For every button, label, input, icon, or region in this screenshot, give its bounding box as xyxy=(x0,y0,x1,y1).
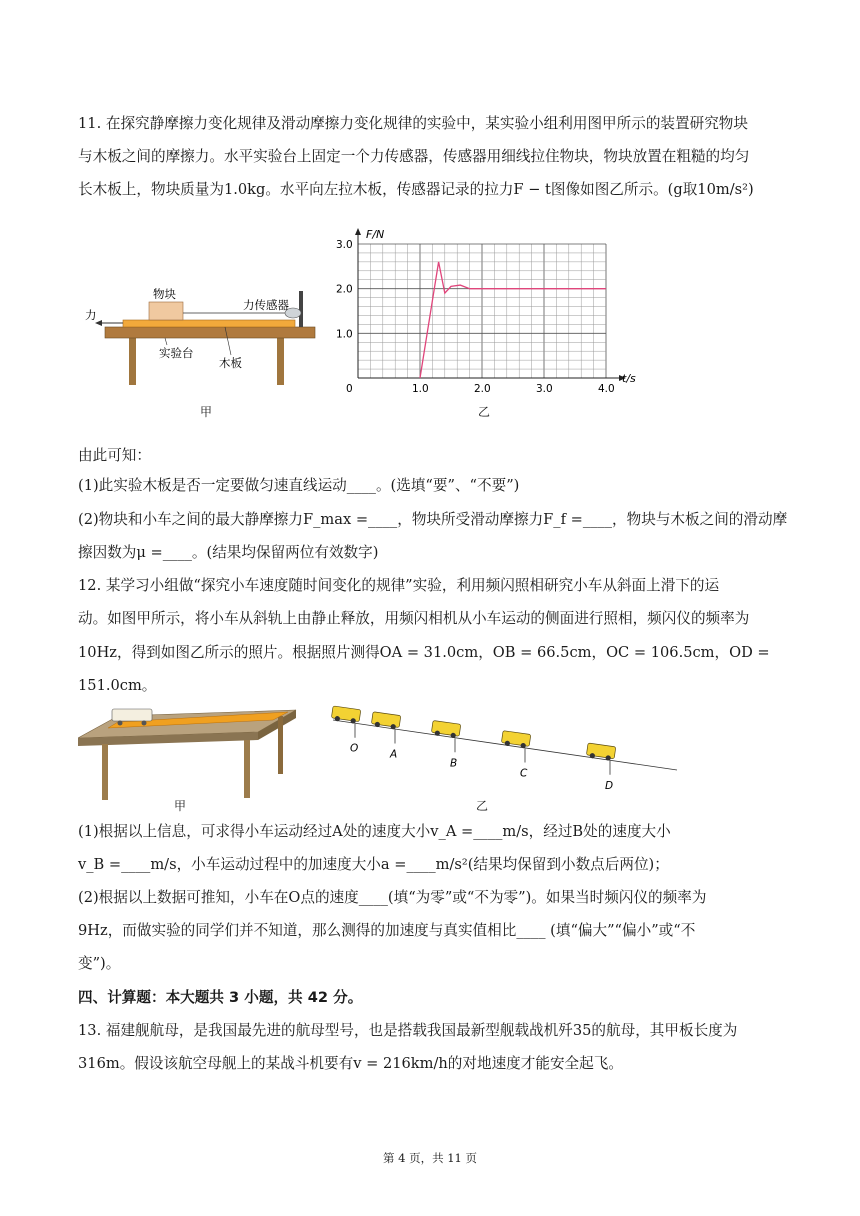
q11-conclude: 由此可知： xyxy=(78,447,151,464)
table-top xyxy=(105,327,315,338)
q11-sub1: (1)此实验木板是否一定要做匀速直线运动____。(选填“要”、“不要”) xyxy=(78,477,520,494)
label-force: 力 xyxy=(85,308,97,322)
figure-apparatus xyxy=(85,275,325,390)
q12-sub2-line3: 变”)。 xyxy=(78,955,121,972)
q11-line-2: 与木板之间的摩擦力。水平实验台上固定一个力传感器，传感器用细线拉住物块，物块放置在粗糙的均匀 xyxy=(78,148,750,165)
q13-line-1: 13. 福建舰航母，是我国最先进的航母型号，也是搭载我国最新型舰载战机歼35的航母，其甲板长度为 xyxy=(78,1022,738,1039)
x-tick-label: 4.0 xyxy=(598,383,615,395)
wood-board xyxy=(123,320,295,327)
label-table: 实验台 xyxy=(159,346,194,360)
q12-sub2-line1: (2)根据以上数据可推知，小车在O点的速度____(填“为零”或“不为零”)。如果当时频闪仪的频率为 xyxy=(78,889,707,906)
cart xyxy=(112,709,152,721)
y-axis-label: F/N xyxy=(366,228,385,241)
table-leg-left xyxy=(129,337,136,385)
point-label: B xyxy=(450,757,458,770)
q12-sub1-line1: (1)根据以上信息，可求得小车运动经过A处的速度大小v_A =____m/s，经过B处的速度大小 xyxy=(78,823,671,840)
q12-sub2-line2: 9Hz，而做实验的同学们并不知道，那么测得的加速度与真实值相比____ (填“偏大”“偏小”或“不 xyxy=(78,922,696,939)
cart-wheel xyxy=(118,721,123,726)
leg-front-left xyxy=(102,744,108,800)
label-sensor: 力传感器 xyxy=(243,298,289,312)
label-block: 物块 xyxy=(153,287,176,301)
y-tick-label: 1.0 xyxy=(336,328,353,341)
q11-sub2-line1: (2)物块和小车之间的最大静摩擦力F_max =____，物块所受滑动摩擦力F_f =____，物块与木板之间的滑动摩 xyxy=(78,511,788,528)
q12-line-2: 动。如图甲所示，将小车从斜轨上由静止释放，用频闪相机从小车运动的侧面进行照相，频闪仪的频率为 xyxy=(78,610,750,627)
point-label: O xyxy=(350,742,359,755)
table-leader xyxy=(165,338,167,345)
q11-line-1: 11. 在探究静摩擦力变化规律及滑动摩擦力变化规律的实验中，某实验小组利用图甲所示的装置研究物块 xyxy=(78,115,748,132)
y-tick-label: 3.0 xyxy=(336,239,353,251)
label-board: 木板 xyxy=(219,356,242,370)
q11-line-3: 长木板上，物块质量为1.0kg。水平向左拉木板，传感器记录的拉力F − t图像如图乙所示。(g取10m/s²) xyxy=(78,181,754,198)
q12-line-3: 10Hz，得到如图乙所示的照片。根据照片测得OA = 31.0cm，OB = 66.5cm，OC = 106.5cm，OD = xyxy=(78,644,770,661)
chart-axes xyxy=(355,228,626,381)
q12-line-1: 12. 某学习小组做“探究小车速度随时间变化的规律”实验，利用频闪照相研究小车从斜面上滑下的运 xyxy=(78,577,720,594)
section-heading: 四、计算题：本大题共 3 小题，共 42 分。 xyxy=(78,989,363,1006)
page-footer: 第 4 页，共 11 页 xyxy=(382,1151,478,1165)
fig-a-caption: 甲 xyxy=(200,405,213,419)
x-tick-label: 1.0 xyxy=(412,383,429,395)
point-label: D xyxy=(605,779,614,792)
table-leg-right xyxy=(277,337,284,385)
cart-wheel xyxy=(142,721,147,726)
block xyxy=(149,302,183,320)
q11-sub2-line2: 擦因数为μ =____。(结果均保留两位有效数字) xyxy=(78,544,379,561)
fig-b-caption: 乙 xyxy=(478,405,491,419)
incline-line xyxy=(333,720,677,770)
strobe-carts xyxy=(331,706,616,792)
chart-ticks xyxy=(336,239,615,395)
q13-line-2: 316m。假设该航空母舰上的某战斗机要有v = 216km/h的对地速度才能安全起飞。 xyxy=(78,1055,623,1072)
figure-incline-table xyxy=(78,700,308,804)
point-label: A xyxy=(390,748,398,761)
fig12-a-caption: 甲 xyxy=(174,799,187,813)
chart-grid xyxy=(358,244,606,378)
leg-back-right xyxy=(278,716,283,774)
y-axis-arrow xyxy=(355,228,361,235)
figure-strobe xyxy=(325,700,685,792)
series-line xyxy=(420,262,606,378)
chart-series xyxy=(420,262,606,378)
leg-front-right xyxy=(244,740,250,798)
x-tick-label: 0 xyxy=(346,383,353,395)
sensor-post xyxy=(299,291,303,327)
x-axis-label: t/s xyxy=(622,372,636,385)
ft-chart xyxy=(330,226,660,396)
fig12-b-caption: 乙 xyxy=(476,799,489,813)
x-tick-label: 2.0 xyxy=(474,383,491,395)
x-tick-label: 3.0 xyxy=(536,383,553,395)
y-tick-label: 2.0 xyxy=(336,283,353,296)
point-label: C xyxy=(520,767,528,780)
q12-sub1-line2: v_B =____m/s，小车运动过程中的加速度大小a =____m/s²(结果均保留到小数点后两位)； xyxy=(78,856,669,873)
q12-line-4: 151.0cm。 xyxy=(78,677,157,694)
